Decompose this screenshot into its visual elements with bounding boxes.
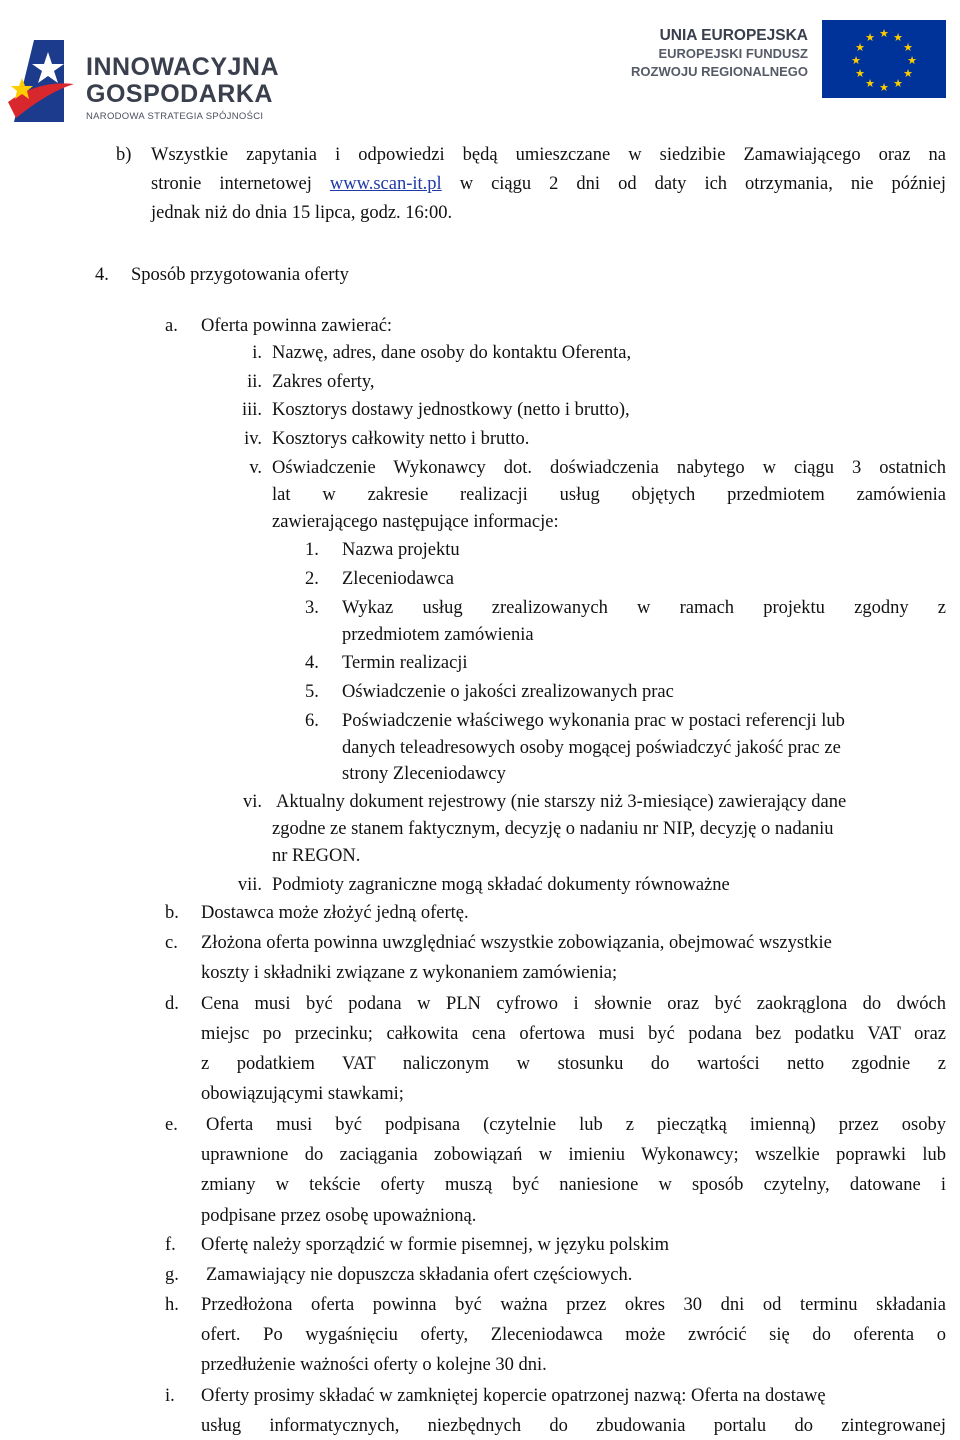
roman-vi-line2: zgodne ze stanem faktycznym, decyzję o nadaniu nr NIP, decyzję o nadaniu [272,819,834,839]
sub-6-line1: Poświadczenie właściwego wykonania prac w postaci referencji lub [342,711,845,731]
roman-v-line2: lat w zakresie realizacji usług objętych przedmiotem zamówienia [272,485,946,505]
point-e-marker: e. [165,1115,178,1135]
sub-4-marker: 4. [305,653,319,673]
point-g-marker: g. [165,1265,179,1285]
sub-6-line3: strony Zleceniodawcy [342,764,506,784]
sub-6-marker: 6. [305,711,319,731]
roman-ii-text: Zakres oferty, [272,372,375,392]
sub-2-text: Zleceniodawca [342,569,454,589]
website-link[interactable]: www.scan-it.pl [329,174,442,194]
point-c-line2: koszty i składniki związane z wykonaniem zamówienia; [201,963,618,983]
sub-1-text: Nazwa projektu [342,540,460,560]
svg-text:★: ★ [851,54,861,67]
logo-text-line2: GOSPODARKA [86,80,273,108]
roman-v-line1: Oświadczenie Wykonawcy dot. doświadczenia nabytego w ciągu 3 ostatnich [272,458,946,478]
svg-text:★: ★ [855,67,865,80]
sub-5-marker: 5. [305,682,319,702]
item-b-line2-pre: stronie internetowej [151,174,312,194]
point-e-line4: podpisane przez osobę upoważnioną. [201,1206,477,1226]
svg-text:★: ★ [907,54,917,67]
eu-text-line2: EUROPEJSKI FUNDUSZ [658,46,808,61]
point-d-line4: obowiązującymi stawkami; [201,1084,404,1104]
roman-ii-marker: ii. [247,372,262,392]
point-d-line1: Cena musi być podana w PLN cyfrowo i słownie oraz być zaokrąglona do dwóch [201,994,946,1014]
sub-1-marker: 1. [305,540,319,560]
svg-text:★: ★ [903,67,913,80]
item-b-marker: b) [116,145,132,165]
point-h-line1: Przedłożona oferta powinna być ważna przez okres 30 dni od terminu składania [201,1295,946,1315]
point-a-text: Oferta powinna zawierać: [201,316,393,336]
sub-2-marker: 2. [305,569,319,589]
roman-vii-marker: vii. [237,875,262,895]
point-b-line1: Dostawca może złożyć jedną ofertę. [201,903,469,923]
roman-iii-text: Kosztorys dostawy jednostkowy (netto i brutto), [272,400,630,420]
roman-v-marker: v. [249,458,262,478]
point-d-line2: miejsc po przecinku; całkowita cena ofertowa musi być podana bez podatku VAT oraz [201,1024,946,1044]
svg-text:★: ★ [903,41,913,54]
svg-text:★: ★ [893,77,903,90]
section-4-marker: 4. [95,265,109,285]
roman-v-line3: zawierającego następujące informacje: [272,512,559,532]
item-b-line1: Wszystkie zapytania i odpowiedzi będą umieszczane w siedzibie Zamawiającego oraz na [151,145,946,165]
logo-text-line1: INNOWACYJNA [86,53,280,81]
eu-text-line3: ROZWOJU REGIONALNEGO [631,64,808,79]
roman-i-marker: i. [252,343,262,363]
point-h-line3: przedłużenie ważności oferty o kolejne 30 dni. [201,1355,547,1375]
item-b-line2-post: w ciągu 2 dni od daty ich otrzymania, nie później [459,174,946,194]
point-c-marker: c. [165,933,178,953]
roman-iii-marker: iii. [241,400,262,420]
svg-text:★: ★ [865,31,875,44]
point-e-line1: Oferta musi być podpisana (czytelnie lub z pieczątką imienną) przez osoby [206,1115,946,1135]
logo-text-line3: NARODOWA STRATEGIA SPÓJNOŚCI [86,111,264,122]
item-b-line3: jednak niż do dnia 15 lipca, godz. 16:00. [151,203,453,223]
point-i-line2: usług informatycznych, niezbędnych do zbudowania portalu do zintegrowanej [201,1416,946,1436]
roman-vi-line3: nr REGON. [272,846,361,866]
item-b-line2 [151,173,946,195]
roman-vi-line1: Aktualny dokument rejestrowy (nie starszy niż 3-miesiące) zawierający dane [276,792,847,812]
point-b-marker: b. [165,903,179,923]
point-f-marker: f. [165,1235,176,1255]
point-h-marker: h. [165,1295,179,1315]
svg-text:★: ★ [855,41,865,54]
sub-4-text: Termin realizacji [342,653,468,673]
sub-3-marker: 3. [305,598,319,618]
roman-vii-text: Podmioty zagraniczne mogą składać dokumenty równoważne [272,875,730,895]
point-d-marker: d. [165,994,179,1014]
eu-text-line1: UNIA EUROPEJSKA [659,27,808,44]
point-a-marker: a. [165,316,178,336]
sub-6-line2: danych teleadresowych osoby mogącej poświadczyć jakość prac ze [342,738,841,758]
roman-iv-text: Kosztorys całkowity netto i brutto. [272,429,530,449]
point-i-marker: i. [165,1386,175,1406]
point-e-line3: zmiany w tekście oferty muszą być naniesione w sposób czytelny, datowane i [201,1175,946,1195]
sub-3-line1: Wykaz usług zrealizowanych w ramach projektu zgodny z [342,598,946,618]
roman-i-text: Nazwę, adres, dane osoby do kontaktu Oferenta, [272,343,632,363]
section-4-title: Sposób przygotowania oferty [131,265,349,285]
svg-text:★: ★ [865,77,875,90]
point-h-line2: ofert. Po wygaśnięciu oferty, Zleceniodawca może zwrócić się do oferenta o [201,1325,946,1345]
svg-text:★: ★ [879,27,889,40]
point-e-line2: uprawnione do zaciągania zobowiązań w imieniu Wykonawcy; wszelkie poprawki lub [201,1145,946,1165]
roman-iv-marker: iv. [244,429,262,449]
point-c-line1: Złożona oferta powinna uwzględniać wszystkie zobowiązania, obejmować wszystkie [201,933,832,953]
point-f-line1: Ofertę należy sporządzić w formie pisemnej, w języku polskim [201,1235,669,1255]
point-d-line3: z podatkiem VAT naliczonym w stosunku do wartości netto zgodnie z [201,1054,946,1074]
svg-text:★: ★ [893,31,903,44]
svg-text:★: ★ [879,81,889,94]
sub-3-line2: przedmiotem zamówienia [342,625,534,645]
point-i-line1: Oferty prosimy składać w zamkniętej kopercie opatrzonej nazwą: Oferta na dostawę [201,1386,826,1406]
point-g-line1: Zamawiający nie dopuszcza składania ofert częściowych. [206,1265,633,1285]
sub-5-text: Oświadczenie o jakości zrealizowanych prac [342,682,674,702]
roman-vi-marker: vi. [242,792,262,812]
